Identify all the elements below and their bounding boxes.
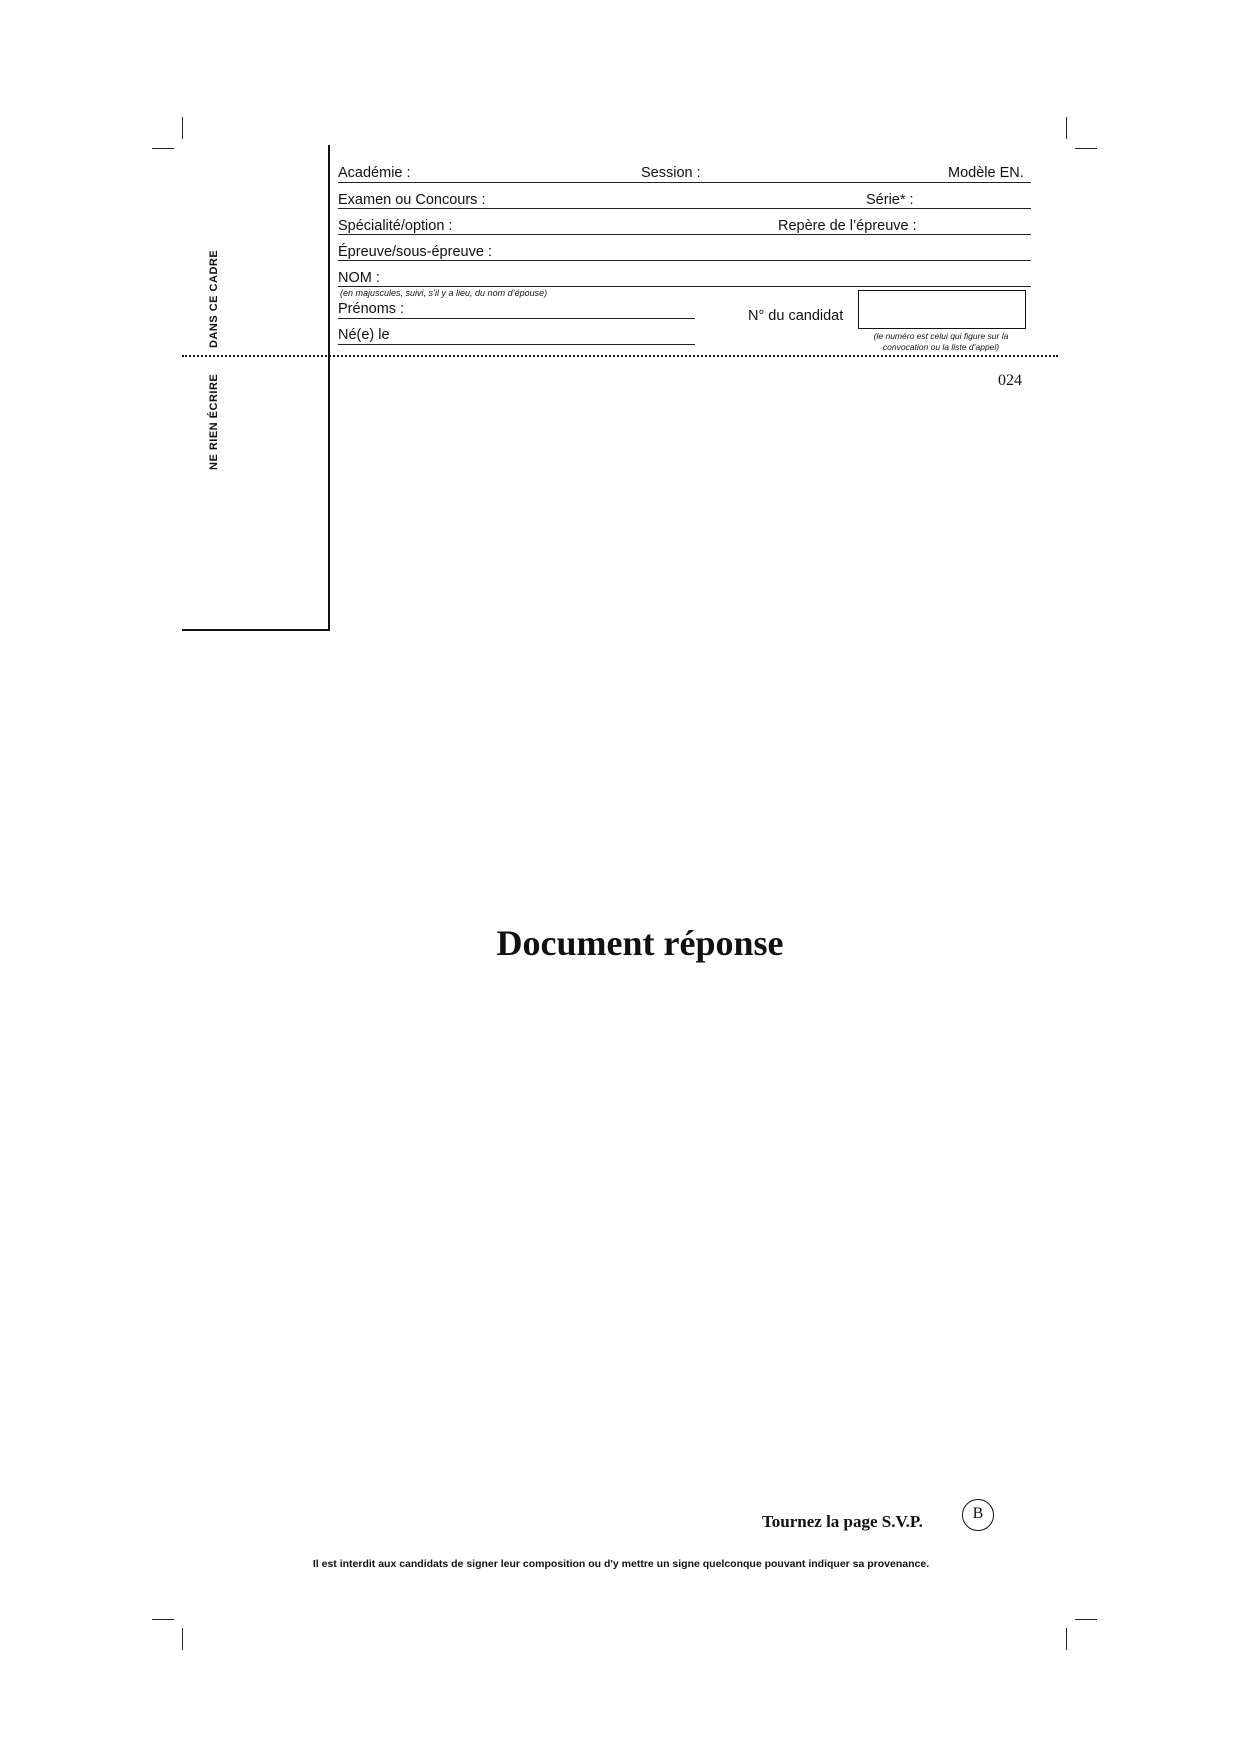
nom-hint: (en majuscules, suivi, s’il y a lieu, du nom d’épouse): [340, 288, 548, 298]
footer-note: Il est interdit aux candidats de signer leur composition ou d'y mettre un signe quelconque pouvant indiquer sa provenance.: [312, 1558, 930, 1570]
examen-label: Examen ou Concours :: [338, 192, 486, 208]
candidate-number-box[interactable]: [858, 290, 1026, 329]
crop-mark: [1075, 1619, 1097, 1620]
repere-label: Repère de l’épreuve :: [778, 218, 917, 234]
specialite-line[interactable]: [338, 234, 1031, 235]
serie-label: Série* :: [866, 192, 914, 208]
crop-mark: [182, 117, 183, 139]
academie-label: Académie :: [338, 165, 411, 181]
frame-bottom-border: [182, 629, 330, 631]
frame-vertical-border: [328, 145, 330, 630]
document-title: Document réponse: [496, 923, 784, 963]
prenoms-label: Prénoms :: [338, 301, 405, 317]
epreuve-label: Épreuve/sous-épreuve :: [338, 244, 492, 260]
examen-line[interactable]: [338, 208, 1031, 209]
crop-mark: [1066, 1628, 1067, 1650]
session-label: Session :: [641, 165, 701, 181]
candidat-hint: (le numéro est celui qui figure sur la convocation ou la liste d’appel): [873, 331, 1009, 352]
academie-line[interactable]: [338, 182, 1031, 183]
crop-mark: [1066, 117, 1067, 139]
crop-mark: [152, 1619, 174, 1620]
side-text-top: DANS CE CADRE: [208, 249, 220, 348]
candidat-label: N° du candidat: [748, 308, 844, 324]
crop-mark: [152, 148, 174, 149]
prenoms-line[interactable]: [338, 318, 695, 319]
side-text-bottom: NE RIEN ÉCRIRE: [208, 373, 220, 470]
specialite-label: Spécialité/option :: [338, 218, 453, 234]
page-badge: B: [962, 1499, 994, 1531]
cut-dotted-line: [182, 355, 1058, 357]
crop-mark: [1075, 148, 1097, 149]
modele-label: Modèle EN.: [948, 165, 1024, 181]
crop-mark: [182, 1628, 183, 1650]
nom-label: NOM :: [338, 270, 380, 286]
nom-line[interactable]: [338, 286, 1031, 287]
turn-page-note: Tournez la page S.V.P.: [762, 1512, 923, 1531]
epreuve-line[interactable]: [338, 260, 1031, 261]
form-code: 024: [998, 372, 1022, 389]
ne-label: Né(e) le: [338, 327, 390, 343]
ne-line[interactable]: [338, 344, 695, 345]
